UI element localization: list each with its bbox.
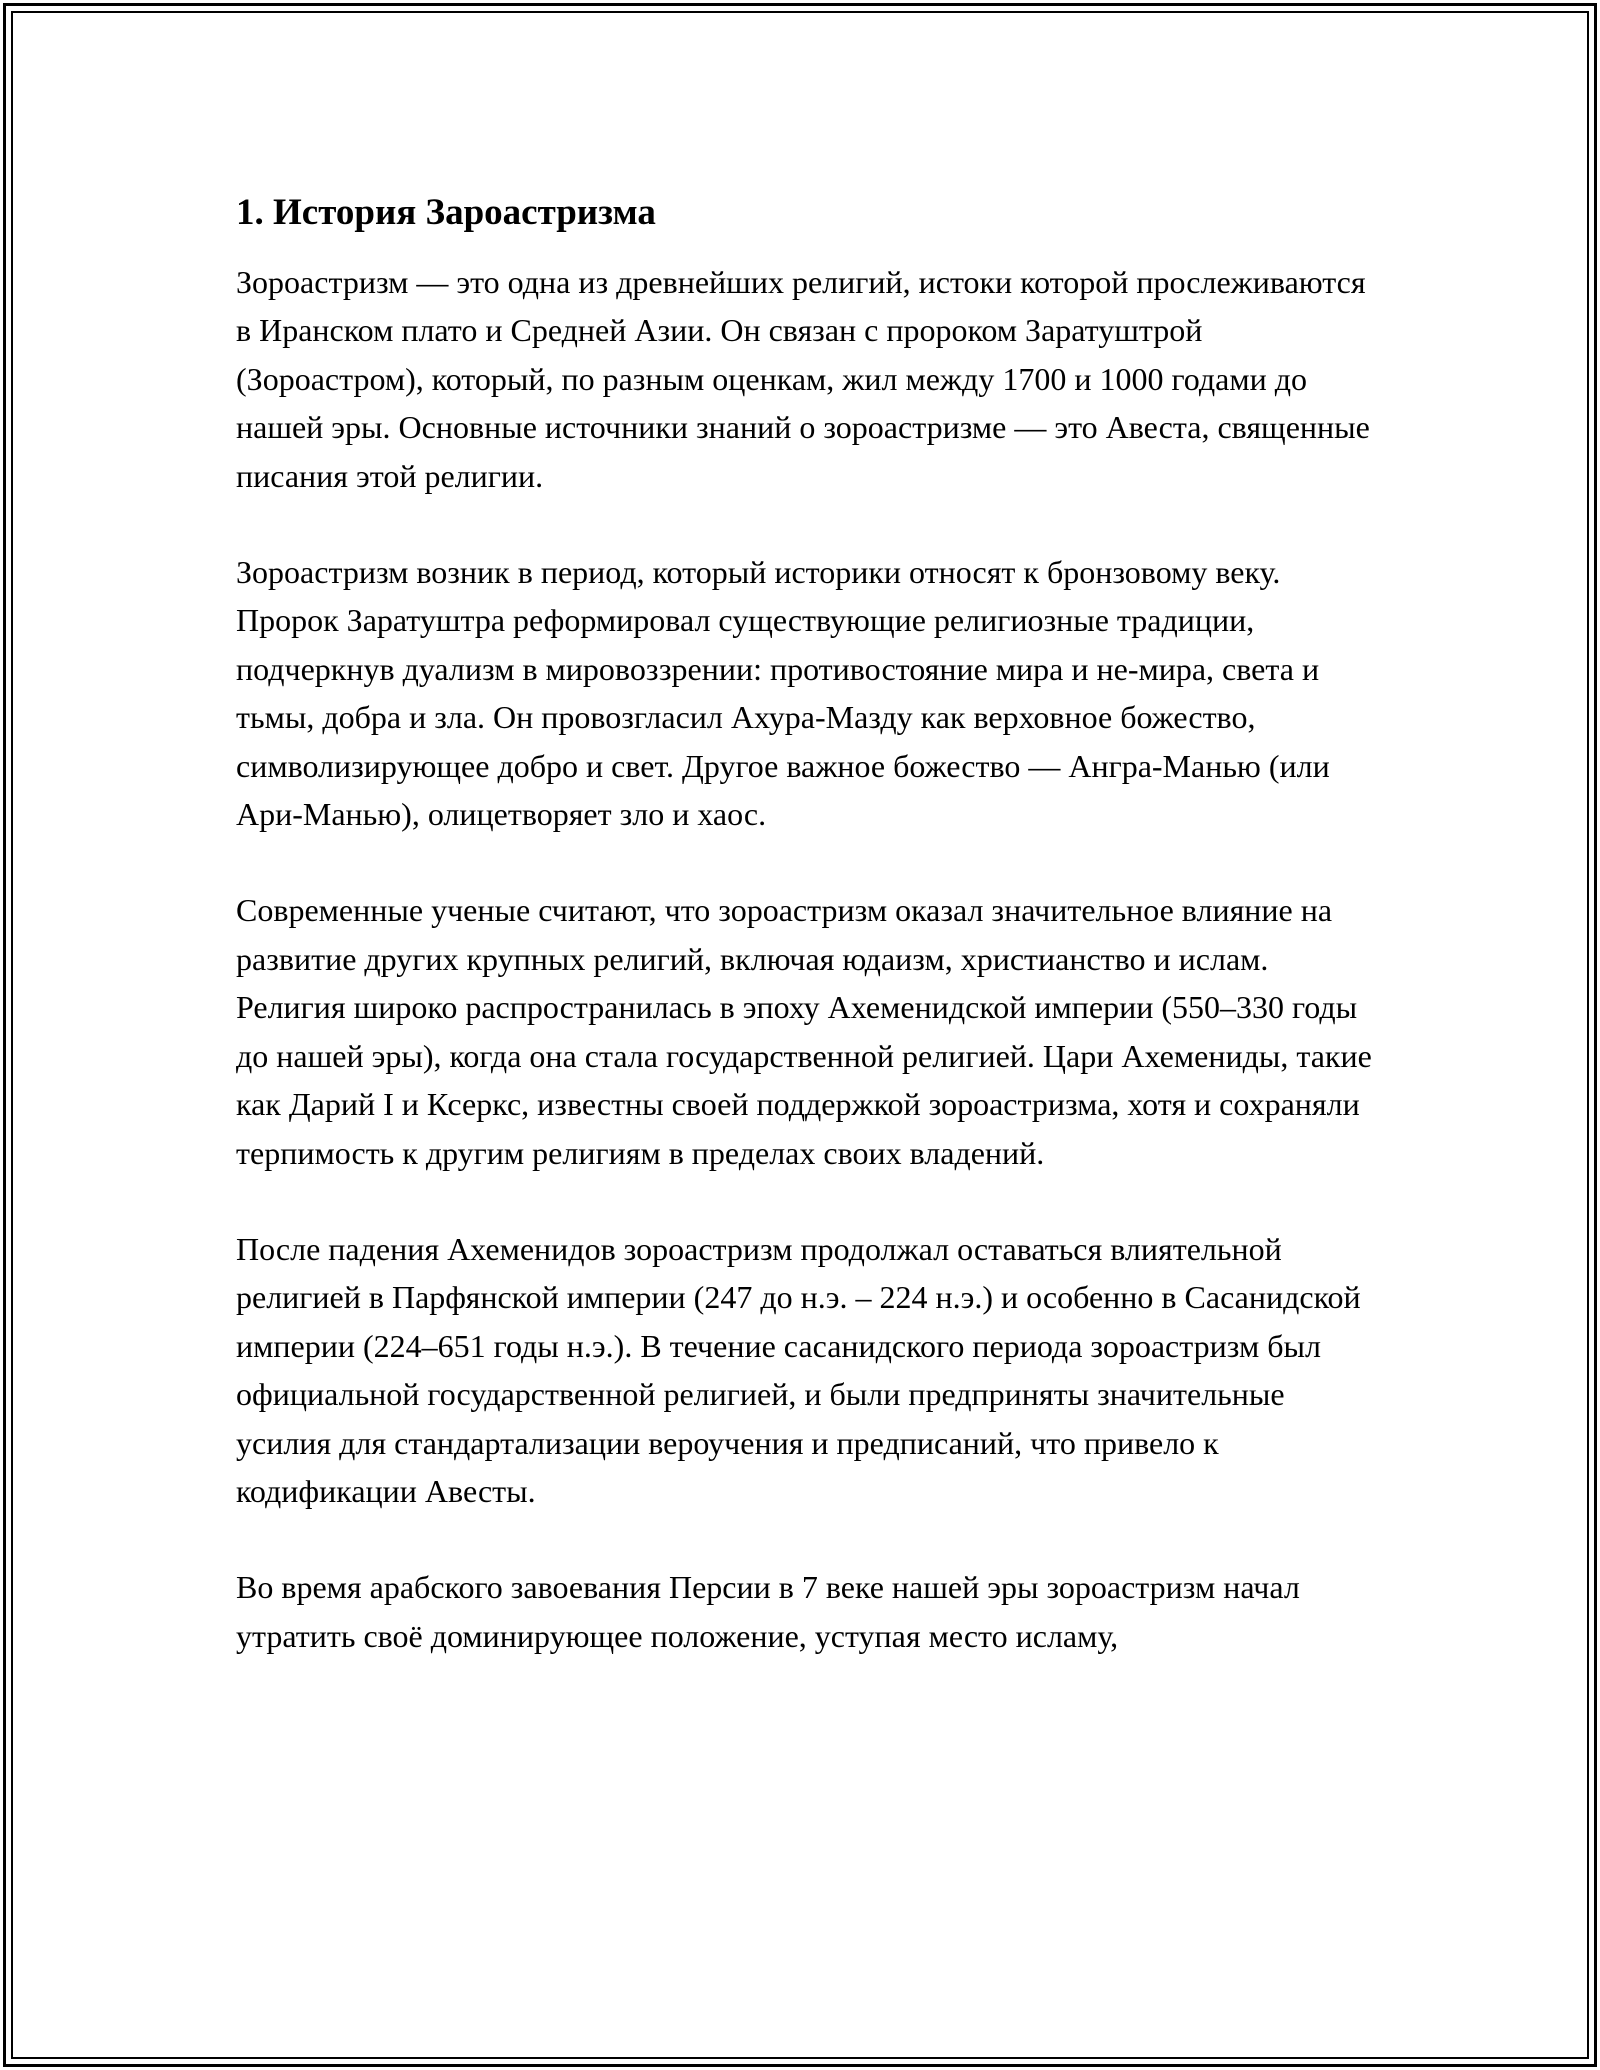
paragraph-4: После падения Ахеменидов зороастризм продолжал оставаться влиятельной религией в Парфянской империи (247 до н.э. – 224 н.э.) и особенно в Сасанидской империи (224–651 годы н.э.). В течение сасанидского периода зороастризм был официальной государственной религией, и были предприняты значительные усилия для стандартализации вероучения и предписаний, что привело к кодификации Авесты. — [236, 1230, 1361, 1509]
paragraph-1: Зороастризм — это одна из древнейших религий, истоки которой прослеживаются в Иранском плато и Средней Азии. Он связан с пророком Заратуштрой (Зороастром), который, по разным оценкам, жил между 1700 и 1000 годами до нашей эры. Основные источники знаний о зороастризме — это Авеста, священные писания этой религии. — [236, 264, 1370, 494]
section-heading: 1. История Зароастризма — [236, 192, 656, 233]
paragraph-5: Во время арабского завоевания Персии в 7 веке нашей эры зороастризм начал утратить своё доминирующее положение, уступая место исламу, — [236, 1569, 1300, 1654]
paragraph-3: Современные ученые считают, что зороастризм оказал значительное влияние на развитие других крупных религий, включая юдаизм, христианство и ислам. Религия широко распространилась в эпоху Ахеменидской империи (550–330 годы до нашей эры), когда она стала государственной религией. Цари Ахемениды, такие как Дарий I и Ксеркс, известны своей поддержкой зороастризма, хотя и сохраняли терпимость к другим религиям в пределах своих владений. — [236, 892, 1372, 1171]
paragraph-2: Зороастризм возник в период, который историки относят к бронзовому веку. Пророк Заратуштра реформировал существующие религиозные традиции, подчеркнув дуализм в мировоззрении: противостояние мира и не-мира, света и тьмы, добра и зла. Он провозгласил Ахура-Мазду как верховное божество, символизирующее добро и свет. Другое важное божество — Ангра-Манью (или Ари-Манью), олицетворяет зло и хаос. — [236, 554, 1330, 833]
document-body — [236, 188, 1386, 1708]
